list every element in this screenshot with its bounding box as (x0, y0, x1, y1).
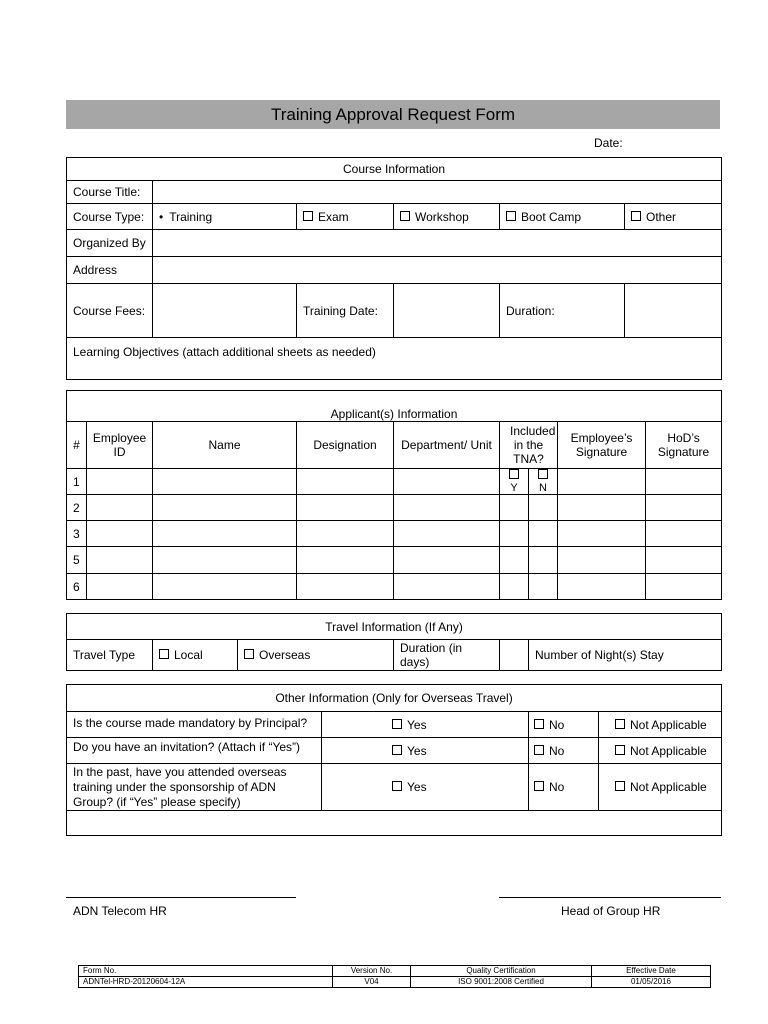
checkbox-icon[interactable] (509, 469, 519, 479)
employee-id-cell[interactable] (87, 521, 153, 547)
col-name: Name (153, 422, 297, 469)
checkbox-icon[interactable] (538, 469, 548, 479)
travel-local-option[interactable]: Local (153, 640, 238, 671)
tna-yes-cell[interactable] (500, 495, 529, 521)
training-date-label: Training Date: (297, 284, 394, 338)
tna-no-cell[interactable] (529, 469, 558, 495)
course-type-other[interactable]: Other (625, 204, 722, 230)
tna-yes-label: Y (510, 482, 518, 494)
tna-yes-cell[interactable] (500, 547, 529, 574)
designation-cell[interactable] (297, 469, 394, 495)
checkbox-icon[interactable] (244, 649, 254, 659)
employee-id-cell[interactable] (87, 547, 153, 574)
hod-signature-cell[interactable] (646, 547, 722, 574)
employee-signature-cell[interactable] (558, 521, 646, 547)
checkbox-icon[interactable] (392, 781, 402, 791)
form-no-label: Form No. (79, 966, 333, 977)
checkbox-icon[interactable] (392, 745, 402, 755)
past-training-specify-field[interactable] (67, 811, 722, 836)
name-cell[interactable] (153, 521, 297, 547)
course-type-boot-camp[interactable]: Boot Camp (500, 204, 625, 230)
course-type-exam[interactable]: Exam (297, 204, 394, 230)
designation-cell[interactable] (297, 547, 394, 574)
department-cell[interactable] (394, 574, 500, 600)
checkbox-icon[interactable] (534, 745, 544, 755)
checkbox-icon[interactable] (615, 719, 625, 729)
certification-label: Quality Certification (411, 966, 592, 977)
employee-id-cell[interactable] (87, 495, 153, 521)
table-row (67, 574, 722, 600)
designation-cell[interactable] (297, 574, 394, 600)
department-cell[interactable] (394, 521, 500, 547)
hod-signature-cell[interactable] (646, 495, 722, 521)
name-cell[interactable] (153, 547, 297, 574)
bullet-icon: • (159, 209, 164, 224)
travel-overseas-option[interactable]: Overseas (238, 640, 394, 671)
checkbox-icon[interactable] (506, 211, 516, 221)
mandatory-no[interactable]: No (529, 712, 599, 738)
travel-information-table (66, 613, 722, 671)
duration-field[interactable] (625, 284, 722, 338)
tna-yes-cell[interactable] (500, 521, 529, 547)
invitation-yes[interactable]: Yes (322, 738, 529, 764)
question-invitation: Do you have an invitation? (Attach if “Yes”) (67, 738, 322, 764)
course-type-workshop[interactable]: Workshop (394, 204, 500, 230)
mandatory-yes[interactable]: Yes (322, 712, 529, 738)
hod-signature-cell[interactable] (646, 521, 722, 547)
travel-duration-field[interactable] (500, 640, 529, 671)
invitation-na[interactable]: Not Applicable (599, 738, 722, 764)
row-number: 3 (67, 521, 87, 547)
applicants-table (66, 390, 722, 600)
question-mandatory: Is the course made mandatory by Principal? (67, 712, 322, 738)
checkbox-icon[interactable] (534, 719, 544, 729)
mandatory-na[interactable]: Not Applicable (599, 712, 722, 738)
tna-yes-cell[interactable] (500, 469, 529, 495)
table-row (67, 469, 722, 495)
date-label: Date: (594, 136, 623, 150)
col-employee-signature: Employee’s Signature (558, 422, 646, 469)
question-past-training: In the past, have you attended overseas training under the sponsorship of ADN Group? (if “Yes” please specify) (67, 764, 322, 811)
past-training-no[interactable]: No (529, 764, 599, 811)
effective-date-label: Effective Date (592, 966, 711, 977)
name-cell[interactable] (153, 574, 297, 600)
learning-objectives-field[interactable] (67, 338, 722, 380)
col-employee-id: Employee ID (87, 422, 153, 469)
employee-signature-cell[interactable] (558, 547, 646, 574)
name-cell[interactable] (153, 495, 297, 521)
tna-yes-cell[interactable] (500, 574, 529, 600)
checkbox-icon[interactable] (392, 719, 402, 729)
right-signature-line (499, 897, 721, 898)
course-fees-field[interactable] (153, 284, 297, 338)
form-title-bar (66, 100, 720, 129)
checkbox-icon[interactable] (400, 211, 410, 221)
department-cell[interactable] (394, 547, 500, 574)
table-row (67, 547, 722, 574)
tna-no-cell[interactable] (529, 574, 558, 600)
employee-id-cell[interactable] (87, 469, 153, 495)
col-department: Department/ Unit (394, 422, 500, 469)
course-type-label: Course Type: (67, 204, 153, 230)
past-training-yes[interactable]: Yes (322, 764, 529, 811)
left-signature-line (66, 897, 296, 898)
tna-no-cell[interactable] (529, 521, 558, 547)
row-number: 6 (67, 574, 87, 600)
version-label: Version No. (333, 966, 411, 977)
right-signature-label: Head of Group HR (561, 904, 661, 918)
travel-type-label: Travel Type (67, 640, 153, 671)
employee-signature-cell[interactable] (558, 574, 646, 600)
department-cell[interactable] (394, 469, 500, 495)
applicants-header: Applicant(s) Information (67, 391, 722, 422)
department-cell[interactable] (394, 495, 500, 521)
past-training-na[interactable]: Not Applicable (599, 764, 722, 811)
employee-id-cell[interactable] (87, 574, 153, 600)
other-information-table (66, 684, 722, 836)
checkbox-icon[interactable] (534, 781, 544, 791)
table-row (67, 495, 722, 521)
checkbox-icon[interactable] (615, 781, 625, 791)
col-number: # (67, 422, 87, 469)
training-date-field[interactable] (394, 284, 500, 338)
footer-table (78, 965, 711, 988)
form-title: Training Approval Request Form (270, 104, 516, 124)
course-fees-label: Course Fees: (67, 284, 153, 338)
travel-duration-label: Duration (in days) (394, 640, 500, 671)
checkbox-icon[interactable] (159, 649, 169, 659)
form-no-value: ADNTel-HRD-20120604-12A (79, 977, 333, 988)
invitation-no[interactable]: No (529, 738, 599, 764)
checkbox-icon[interactable] (631, 211, 641, 221)
hod-signature-cell[interactable] (646, 574, 722, 600)
left-signature-label: ADN Telecom HR (73, 904, 167, 918)
course-title-field[interactable] (153, 181, 722, 204)
name-cell[interactable] (153, 469, 297, 495)
course-information-table (66, 157, 722, 380)
designation-cell[interactable] (297, 521, 394, 547)
version-value: V04 (333, 977, 411, 988)
travel-info-header: Travel Information (If Any) (67, 614, 722, 640)
checkbox-icon[interactable] (303, 211, 313, 221)
col-designation: Designation (297, 422, 394, 469)
organized-by-label: Organized By (67, 230, 153, 257)
checkbox-icon[interactable] (615, 745, 625, 755)
learning-objectives-label: Learning Objectives (attach additional sheets as needed) (73, 345, 376, 359)
effective-date-value: 01/05/2016 (592, 977, 711, 988)
course-title-label: Course Title: (67, 181, 153, 204)
tna-no-cell[interactable] (529, 547, 558, 574)
hod-signature-cell[interactable] (646, 469, 722, 495)
other-info-header: Other Information (Only for Overseas Travel) (67, 685, 722, 712)
duration-label: Duration: (500, 284, 625, 338)
organized-by-field[interactable] (153, 230, 722, 257)
col-included-tna: Included in the TNA? (500, 422, 558, 469)
tna-no-label: N (539, 482, 547, 494)
employee-signature-cell[interactable] (558, 495, 646, 521)
nights-stay-label: Number of Night(s) Stay (529, 640, 722, 671)
row-number: 1 (67, 469, 87, 495)
course-info-header: Course Information (67, 158, 722, 181)
address-label: Address (67, 257, 153, 284)
table-row (67, 521, 722, 547)
certification-value: ISO 9001:2008 Certified (411, 977, 592, 988)
tna-no-cell[interactable] (529, 495, 558, 521)
row-number: 2 (67, 495, 87, 521)
row-number: 5 (67, 547, 87, 574)
designation-cell[interactable] (297, 495, 394, 521)
address-field[interactable] (153, 257, 722, 284)
course-type-training[interactable]: • Training (153, 204, 297, 230)
col-hod-signature: HoD’s Signature (646, 422, 722, 469)
employee-signature-cell[interactable] (558, 469, 646, 495)
